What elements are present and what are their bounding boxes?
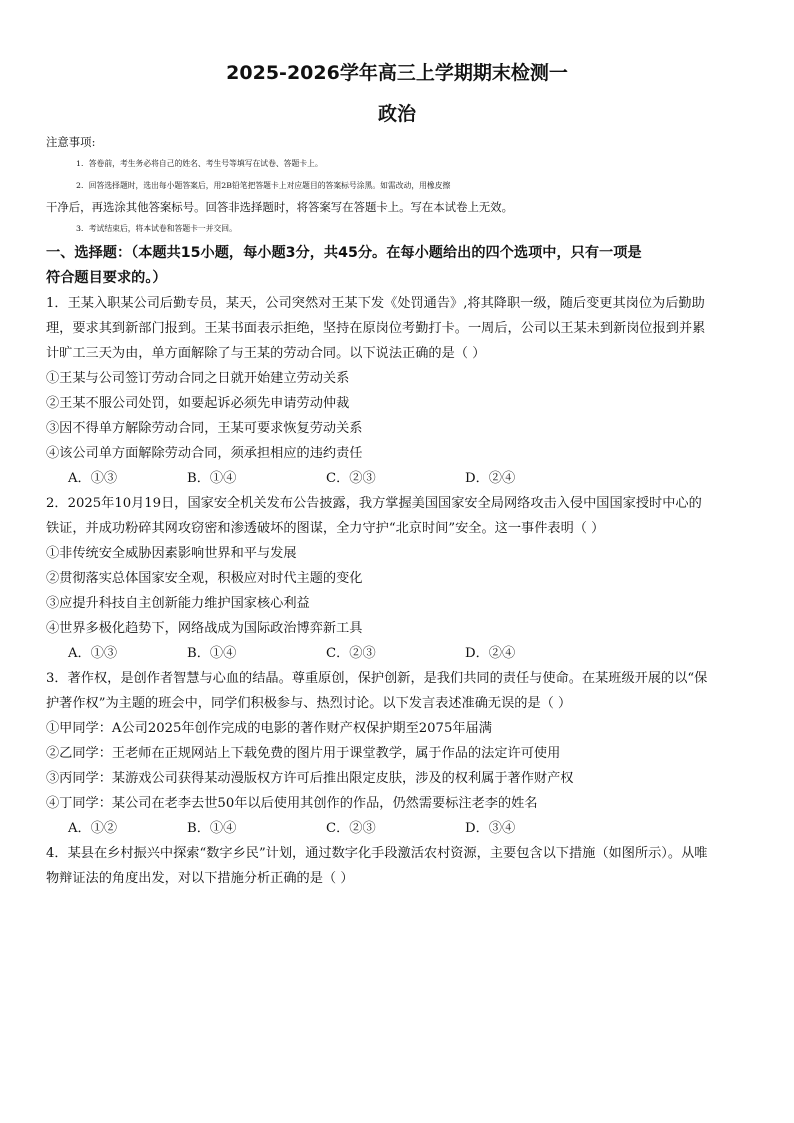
note-item-3: 3．考试结束后，将本试卷和答题卡一并交回。 [76, 224, 237, 233]
q3-statement-2: ②乙同学：王老师在正规网站上下载免费的图片用于课堂教学，属于作品的法定许可使用 [46, 746, 561, 761]
q3-option-b: B．①④ [187, 821, 237, 836]
q3-option-a: A．①② [68, 821, 118, 836]
q1-option-d: D．②④ [465, 471, 516, 486]
q1-option-b: B．①④ [187, 471, 237, 486]
note-item-2-line-2: 干净后，再选涂其他答案标号。回答非选择题时，将答案写在答题卡上。写在本试卷上无效。 [46, 200, 514, 214]
q1-stem-line-3: 计旷工三天为由，单方面解除了与王某的劳动合同。以下说法正确的是（ ） [46, 346, 486, 361]
q3-option-d: D．③④ [465, 821, 516, 836]
q4-stem-line-1: 4．某县在乡村振兴中探索“数字乡民”计划，通过数字化手段激活农村资源，主要包含以下措施（如图所示）。从唯 [46, 846, 708, 861]
section-heading-line-2: 符合题目要求的。） [46, 270, 167, 286]
note-item-2-line-1: 2．回答选择题时，选出每小题答案后，用2B铅笔把答题卡上对应题目的答案标号涂黑。如需改动，用橡皮擦 [76, 181, 451, 190]
q2-option-c: C．②③ [326, 646, 376, 661]
section-heading-line-1: 一、选择题：（本题共15小题，每小题3分，共45分。在每小题给出的四个选项中，只有一项是 [46, 245, 642, 261]
q2-statement-3: ③应提升科技自主创新能力维护国家核心利益 [46, 596, 310, 611]
q2-option-d: D．②④ [465, 646, 516, 661]
exam-title: 2025-2026学年高三上学期期末检测一 [226, 62, 568, 84]
q3-statement-1: ①甲同学：A公司2025年创作完成的电影的著作财产权保护期至2075年届满 [46, 721, 492, 736]
subject-title: 政治 [377, 103, 416, 125]
q1-statement-4: ④该公司单方面解除劳动合同，须承担相应的违约责任 [46, 446, 363, 461]
q1-statement-2: ②王某不服公司处罚，如要起诉必须先申请劳动仲裁 [46, 396, 350, 411]
q3-option-c: C．②③ [326, 821, 376, 836]
q2-statement-1: ①非传统安全威胁因素影响世界和平与发展 [46, 546, 297, 561]
q2-statement-4: ④世界多极化趋势下，网络战成为国际政治博弈新工具 [46, 621, 363, 636]
q1-option-a: A．①③ [68, 471, 118, 486]
q1-stem-line-2: 理，要求其到新部门报到。王某书面表示拒绝，坚持在原岗位考勤打卡。一周后，公司以王某未到新岗位报到并累 [46, 321, 706, 336]
q1-stem-line-1: 1．王某入职某公司后勤专员，某天，公司突然对王某下发《处罚通告》,将其降职一级，随后变更其岗位为后勤助 [46, 296, 705, 311]
q2-statement-2: ②贯彻落实总体国家安全观，积极应对时代主题的变化 [46, 571, 363, 586]
q3-statement-4: ④丁同学：某公司在老李去世50年以后使用其创作的作品，仍然需要标注老李的姓名 [46, 796, 538, 811]
q2-option-a: A．①③ [68, 646, 118, 661]
note-item-1: 1．答卷前，考生务必将自己的姓名、考生号等填写在试卷、答题卡上。 [76, 159, 323, 168]
notes-heading: 注意事项: [46, 135, 96, 149]
q3-stem-line-1: 3．著作权，是创作者智慧与心血的结晶。尊重原创，保护创新，是我们共同的责任与使命。在某班级开展的以“保 [46, 671, 708, 686]
q2-stem-line-2: 铁证，并成功粉碎其网攻窃密和渗透破坏的图谋，全力守护“北京时间”安全。这一事件表明（ ） [46, 521, 605, 536]
q3-stem-line-2: 护著作权”为主题的班会中，同学们积极参与、热烈讨论。以下发言表述准确无误的是（ ） [46, 696, 572, 711]
q1-statement-3: ③因不得单方解除劳动合同，王某可要求恢复劳动关系 [46, 421, 363, 436]
q2-stem-line-1: 2．2025年10月19日，国家安全机关发布公告披露，我方掌握美国国家安全局网络攻击入侵中国国家授时中心的 [46, 496, 702, 511]
q1-option-c: C．②③ [326, 471, 376, 486]
q2-option-b: B．①④ [187, 646, 237, 661]
q1-statement-1: ①王某与公司签订劳动合同之日就开始建立劳动关系 [46, 371, 350, 386]
q4-stem-line-2: 物辩证法的角度出发，对以下措施分析正确的是（ ） [46, 871, 354, 886]
q3-statement-3: ③丙同学：某游戏公司获得某动漫版权方许可后推出限定皮肤，涉及的权利属于著作财产权 [46, 771, 574, 786]
